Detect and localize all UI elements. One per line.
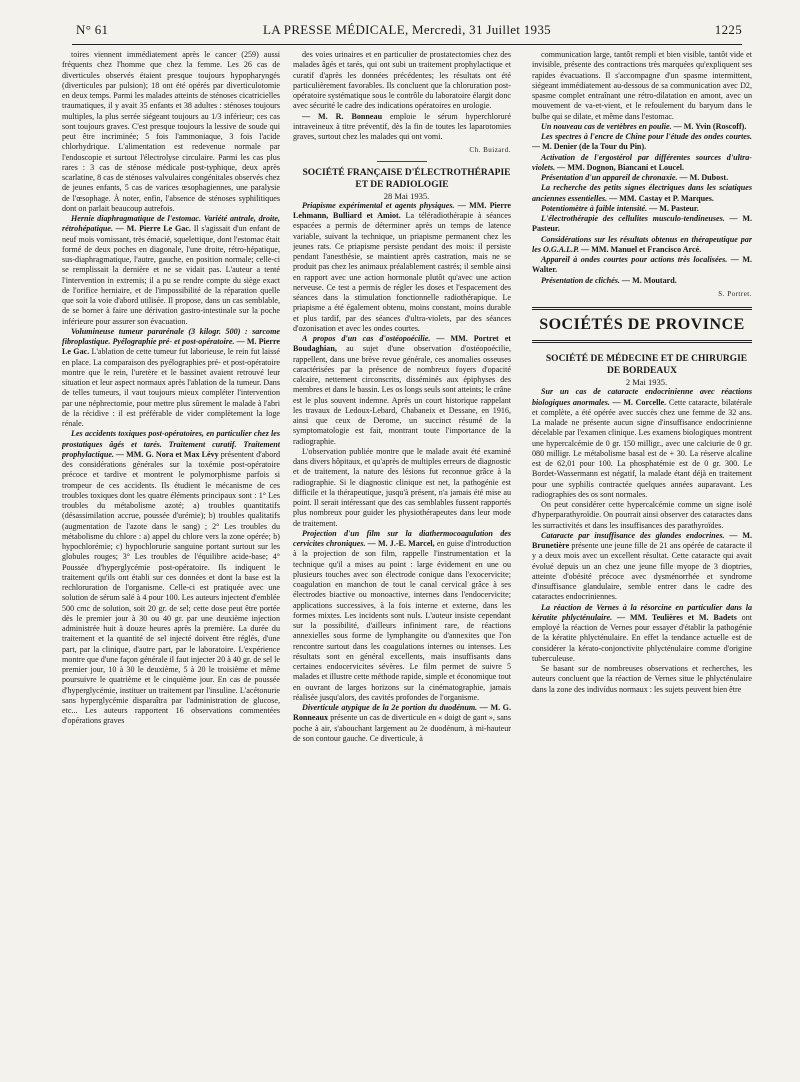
article-title: Cataracte par insuffisance des glandes endocrines. —	[541, 530, 738, 540]
article-entry	[532, 531, 752, 603]
article-author: MM. Dognon, Biancani et Loucel.	[567, 162, 684, 172]
article-body: Il s'agissait d'un enfant de neuf mois vomissant, très émacié, squelettique, dont l'estomac était formé de deux poches en diagonale, l'une droite, rétro-hépatique, sus-diaphragmatique, l'autre, gauche, en position normale; celle-ci se remplissait la dernière et ne se vidait pas. L'auteur a tenté l'intervention in extremis; il a pu se rendre compte du siège exact de l'orifice herniaire, et de l'impossibilité de la réparation quelle que soit la voie d'abord utilisée. Il propose, dans un cas semblable, de se borner à faire une dérivation gastro-intestinale sur la poche inférieure pour assurer son évacuation.	[62, 224, 280, 326]
divider	[377, 161, 427, 162]
article-entry	[293, 703, 511, 744]
paragraph: communication large, tantôt rempli et bien visible, tantôt vide et invisible, présente des contractions très marquées qu'expliquent ses rapides évacuations. Il s'accompagne d'un spasme intermittent, siégeant immédiatement au-dessous de sa communication avec D2, spasme complet entraînant une rétro-dilatation en amont, avec un mouvement de va-et-vient, et le refoulement du baryum dans le bulbe qui se dilate, et même dans l'estomac.	[532, 50, 752, 121]
article-entry	[293, 334, 511, 447]
article-title: Priapisme expérimental et agents physiques.	[302, 200, 455, 210]
article-title: Présentation de clichés. —	[541, 275, 631, 285]
column-middle	[293, 50, 511, 1065]
article-author: MM. Castay et P. Marques.	[619, 193, 714, 203]
article-entry	[532, 132, 752, 153]
paragraph: On peut considérer cette hypercalcémie comme un signe isolé d'hyperparathyroïdie. On pourrait ainsi observer des cataractes dans les surractivités et dans les insuffisances des parathyroïdes.	[532, 500, 752, 530]
column-right	[532, 50, 752, 1065]
article-entry	[293, 529, 511, 703]
column-left	[62, 50, 280, 1065]
article-author: M. Walter.	[532, 255, 752, 275]
article-author: M. Pierre Le Gac.	[126, 224, 191, 234]
article-title: Hernie diaphragmatique de l'estomac. Variété antrale, droite, rétrohépatique. —	[62, 214, 280, 234]
article-body: présente une jeune fille de 21 ans opérée de cataracte il y a deux mois avec un excellent résultat. Cette cataracte qui avait évolué depuis un an chez une jeune fille myope de 3 dioptries, atteinte d'obésité précoce avec dysménorrhée et syndrome d'insuffisance glandulaire, semble entrer dans le cadre des cataractes endocriniennes.	[532, 541, 752, 602]
article-title: Présentation d'un appareil de chronaxie. —	[541, 173, 688, 182]
article-entry	[532, 603, 752, 665]
article-author: M. Corcelle.	[623, 397, 667, 407]
article-body: au sujet d'une observation d'ostéopoécilie, rappellent, dans une brève revue générale, ces anomalies osseuses caractérisées par la présence de nombreux foyers d'opacité calcaire, nettement circonscrits, disséminés aux épiphyses des membres et dans le bassin. Les os longs seuls sont atteints; le crâne est le plus souvent indemne. Après un court historique rappelant les travaux de Ledoux-Lebard, Chabaneix et Dessane, en 1916, ainsi que ceux de Derome, un succinct résumé de la symptomatologie est fait, montrant toute l'importance de la radiographie.	[293, 344, 511, 446]
paragraph: des voies urinaires et en particulier de prostatectomies chez des malades âgés et tarés, qui ont subi un traitement prophylactique et curatif d'après les données précédentes; les résultats ont été particulièrement favorables. Ils concluent que la chloruration post-opératoire systématique sous le contrôle du laboratoire élargit donc avec sécurité le cadre des indications opératoires en urologie.	[293, 50, 511, 111]
article-entry	[62, 327, 280, 430]
article-entry	[532, 122, 752, 132]
article-entry	[532, 235, 752, 256]
article-body: ont employé la réaction de Vernes pour essayer d'établir la pathogénie de la kératite phlycténulaire. En effet la tendance actuelle est de considérer la kérato-conjonctivite phlycténulaire comme d'origine tuberculeuse.	[532, 612, 752, 663]
article-title: Activation de l'ergostérol par différentes sources d'ultra-violets. —	[532, 152, 752, 172]
article-title: Les accidents toxiques post-opératoires, en particulier chez les prostatiques âgés et tarés. Traitement curatif. Traitement prophylactique. —	[62, 429, 280, 459]
page-header	[72, 18, 742, 45]
article-author: MM. Portret et Boudaghian,	[293, 334, 511, 354]
article-author: M. Pasteur.	[532, 214, 752, 234]
article-entry	[532, 153, 752, 174]
paragraph: Se basant sur de nombreuses observations et recherches, les auteurs concluent que la réaction de Vernes situe le phlycténulaire dans la zone des indivídus normaux : les sujets peuvent bien être	[532, 664, 752, 694]
article-body: emploie le sérum hyperchloruré intraveineux à titre préventif, dès la fin de toutes les laparotomies graves, surtout chez les malades qui ont vomi.	[293, 111, 511, 141]
article-entry	[532, 255, 752, 276]
article-author: MM. G. Nora et Max Lévy	[126, 449, 219, 459]
article-entry	[293, 112, 511, 143]
paragraph: L'observation publiée montre que le malade avait été examiné dans divers hôpitaux, et qu'après de multiples erreurs de diagnostic et de traitement, la nature des lésions fut reconnue grâce à la radiographie. Si le diagnostic clinique est net, la pathogénie est difficile et la thérapeutique, jusqu'à présent, n'a jamais été mise au point. Il serait intéressant que des cas semblables fussent rapportés plus nombreux pour guider les physiothérapeutes dans leur mode de traitement.	[293, 446, 511, 528]
society-title: SOCIÉTÉ DE MÉDECINE ET DE CHIRURGIE DE BORDEAUX	[545, 354, 748, 376]
article-author: M. Brunetière	[532, 530, 752, 550]
signature: Ch. Buizard.	[469, 146, 511, 155]
article-title: Volumineuse tumeur pararénale (3 kilogr. 500) : sarcome fibroplastique. Pyélographie pré- et post-opératoire. —	[62, 326, 280, 346]
article-body: Cette cataracte, bilatérale et complète, a été opérée avec succès chez une femme de 32 ans. La malade ne présente aucun signe d'insuffisance endocrinienne décelable par l'examen clinique. Les examens biologiques montrent une hypercalcémie de 0 gr. 150 milligr., avec une calciurie de 0 gr. 080 milligr. Le métabolisme basal est de + 30. La réserve alcaline est de 62,01 pour 100. La phosphatémie est de 0 gr. 300. Le Bordet-Wassermann est négatif, la malade étant déjà en traitement pour une syphilis contractée quelques années auparavant. Les radiographies des os sont normales.	[532, 397, 752, 499]
section-heading: SOCIÉTÉS DE PROVINCE	[532, 307, 752, 343]
article-entry	[532, 387, 752, 500]
society-title: SOCIÉTÉ FRANÇAISE D'ÉLECTROTHÉRAPIE ET DE RADIOLOGIE	[302, 167, 511, 190]
article-title: Un nouveau cas de vertèbres en poulie. —	[541, 121, 682, 131]
article-author: M. J.-E. Marcel,	[377, 539, 435, 548]
article-entry	[532, 204, 752, 214]
article-author: M. G. Ronneaux	[293, 703, 511, 723]
article-body: La téléradiothérapie à séances espacées a permis de déterminer après un temps de latence variable, suivant la technique, un priapisme permanent chez les jeunes rats. Ce priapisme persiste pendant des mois: il persiste pendant l'anesthésie, se maintient après castration, mais ne se produit pas chez les animaux préalablement castrés; il semble ainsi en rapport avec une action hormonale plutôt qu'avec une action nerveuse. Ce test a permis de régler les doses et l'espacement des séances dans la stimulation fonctionnelle radiothérapique. Le priapisme a été également obtenu, moins constant, moins durable et plus tardif, par des séances d'ultra-violets, par des séances d'ozonisation et avec les ondes courtes.	[293, 211, 511, 333]
page-number: 1225	[714, 22, 742, 37]
signature: S. Portret.	[718, 289, 752, 298]
article-author: MM. Teulières et M. Badets	[629, 612, 737, 622]
article-author: M. Pierre Le Gac.	[62, 337, 280, 357]
article-title: Appareil à ondes courtes pour actions très localisées. —	[541, 255, 739, 264]
article-title: Les spectres à l'encre de Chine pour l'étude des ondes courtes. —	[532, 132, 752, 152]
article-author: M. Pasteur.	[659, 203, 699, 213]
journal-title: LA PRESSE MÉDICALE, Mercredi, 31 Juillet 1935	[263, 22, 551, 37]
session-date: 28 Mai 1935.	[383, 190, 430, 201]
article-title: Diverticule atypique de la 2e portion du duodénum. —	[302, 703, 488, 712]
article-title: A propos d'un cas d'ostéopoécilie. —	[302, 334, 445, 343]
article-entry	[62, 214, 280, 327]
article-title: Projection d'un film sur la diathermocoagulation des cervicites chroniques. —	[293, 528, 511, 548]
article-title: La réaction de Vernes à la résorcine en particulier dans la kératite phlycténulaire. —	[532, 602, 752, 622]
issue-number: N° 61	[76, 22, 109, 37]
session-date: 2 Mai 1935.	[625, 377, 668, 387]
article-entry	[293, 201, 511, 334]
article-author: M. Denier (de la Tour du Pin).	[542, 142, 647, 152]
article-body: présentent d'abord des considérations générales sur la toxémie post-opératoire précoce et tardive et montrent le polymorphisme parfois si trompeur de ces accidents. Ils étudient le mécanisme de ces troubles toxiques dont les quatre éléments principaux sont : 1° Les troubles du métabolisme azoté; a) troubles quantitatifs (désassimilation accrue, poussée d'urémie); b) troubles qualitatifs (augmentation de l'azote dans le sang) ; 2° Les troubles du métabolisme du chlore : a) appel du chlore vers la zone opérée; b) hypochlorémie; c) hypochlorurie sanguine portant surtout sur les globules rouges; 3° Les troubles de l'équilibre acide-base; 4° Poussée d'hyperglycémie post-opératoire. Ils indiquent le traitement qu'ils ont établi sur ces données et dont la base est la rechloruration de l'organisme. Celle-ci est pratiquée avec une solution de sérum salé à 4 pour 100. Les auteurs injectent d'emblée 500 cmc de solution, soit 20 gr. de sel; cette dose peut être portée dès le premier jour à 30 ou 40 gr. par une deuxième injection administrée huit à douze heures après la première. La durée du traitement et la quantité de sel injecté doivent être réglés, d'une part, par la clinique, d'autre part, par le laboratoire. L'expérience montre que d'une façon générale il faut injecter 20 à 40 gr. de sel le premier jour, 10 à 30 le deuxième, 5 à 20 le troisième et même poursuivre le quatrième et le cinquième jour. En cas de poussée d'hyperglycémie, instituer un traitement par l'insuline. L'acétonurie sans hyperglycémie disparaîtra par l'administration de glucose, etc... Les auteurs rapportent 16 observations commentées d'opérations graves	[62, 449, 280, 726]
paragraph: toires viennent immédiatement après le cancer (259) aussi fréquents chez l'homme que chez la femme. Les 26 cas de diverticules observés étaient presque toujours hypopharyngés (diverticules par pulsion); 18 ont été opérés par diverticulotomie en deux temps. Parmi les malades atteints de sténoses cicatricielles traumatiques, il y avait 35 enfants et 38 adultes : sténoses toujours multiples, la plus serrée siégeant toujours au 1/3 inférieur; ces cas sont toujours graves. C'est presque toujours la lessive de soude qui peut être incriminée; 5 fois l'ammoniaque, 3 fois l'acide chlorhydrique. L'alimentation est redevenue normale par l'endoscopie et surtout l'électrolyse circulaire. Parmi les cas plus rares : 3 cas de sténose médicale post-typhique, deux après scarlatine, 8 cas de sténoses valvulaires congénitales observés chez de jeunes enfants, 5 cas de varices œsophagiennes, une paralysie de l'œsophage. À noter, enfin, l'absence de sténoses syphilitiques dont on parlait beaucoup autrefois.	[62, 50, 280, 213]
article-title: Sur un cas de cataracte endocrinienne avec réactions biologiques anormales. —	[532, 387, 752, 407]
article-body: en guise d'introduction à la projection de son film, rappelle l'instrumentation et la technique qu'il a mises au point : large évidement en une ou plusieurs touches avec son électrode conique dans l'exocervicite; coagulation en manchon de tout le canal cervical grâce à ses électrodes biactive ou monoactive, internes dans l'endocervicite; applications successives, à la fois interne et externe, dans les formes mixtes. Les incidents sont nuls. L'auteur insiste cependant sur la possibilité, d'ailleurs infiniment rare, de réactions annexielles sous forme de lymphangite ou d'annexites que l'on rencontre surtout dans les coagulations internes ou intenses. Les résultats sont en général excellents, mais insuffisants dans certaines endocervicites sévères. Le film permet de suivre 5 malades et illustre cette méthode rapide, simple et économique tout en ouvrant de larges horizons sur la cinématographie, jamais réalisée jusqu'alors, des cavités profondes de l'organisme.	[293, 539, 511, 702]
article-author: M. Yvin (Roscoff).	[683, 121, 747, 131]
article-entry	[62, 429, 280, 726]
article-entry	[532, 173, 752, 183]
article-entry	[532, 276, 752, 286]
article-title: L'électrothérapie des cellulites musculo-tendineuses. —	[541, 214, 738, 223]
article-body: L'ablation de cette tumeur fut laborieuse, le rein fut laissé en place. La comparaison des pyélographies pré- et post-opératoire montre que le rein, l'uretère et le bassinet avaient retrouvé leur situation et leur aspect normaux après l'ablation de la tumeur. Dans de telles tumeurs, il vaut toujours mieux compléter l'intervention par une néphrectomie, pour mettre plus sûrement le malade à l'abri de la récidive : il est préférable de vider complètement la loge rénale.	[62, 347, 280, 428]
article-body: présente un cas de diverticule en « doigt de gant », sans poche à air, s'abouchant largement au 2e duodénum, à mi-hauteur de son contour gauche. Ce diverticule, à	[293, 713, 511, 743]
article-title: Considérations sur les résultats obtenus en thérapeutique par les O.G.A.L.P. —	[532, 234, 752, 254]
article-author: — M. R. Bonneau	[302, 111, 383, 121]
article-title: La recherche des petits signes électriques dans les sciatiques anciennes essentielles. —	[532, 183, 752, 203]
article-title: Potentiomètre à faible intensité. —	[541, 203, 658, 213]
article-entry	[532, 183, 752, 204]
article-author: MM. Manuel et Francisco Arcé.	[591, 244, 702, 254]
article-entry	[532, 214, 752, 235]
article-author: — MM. Pierre Lehmann, Bulliard et Amiot.	[293, 200, 511, 220]
article-author: M. Dubost.	[689, 173, 729, 182]
article-author: M. Moutard.	[632, 275, 677, 285]
